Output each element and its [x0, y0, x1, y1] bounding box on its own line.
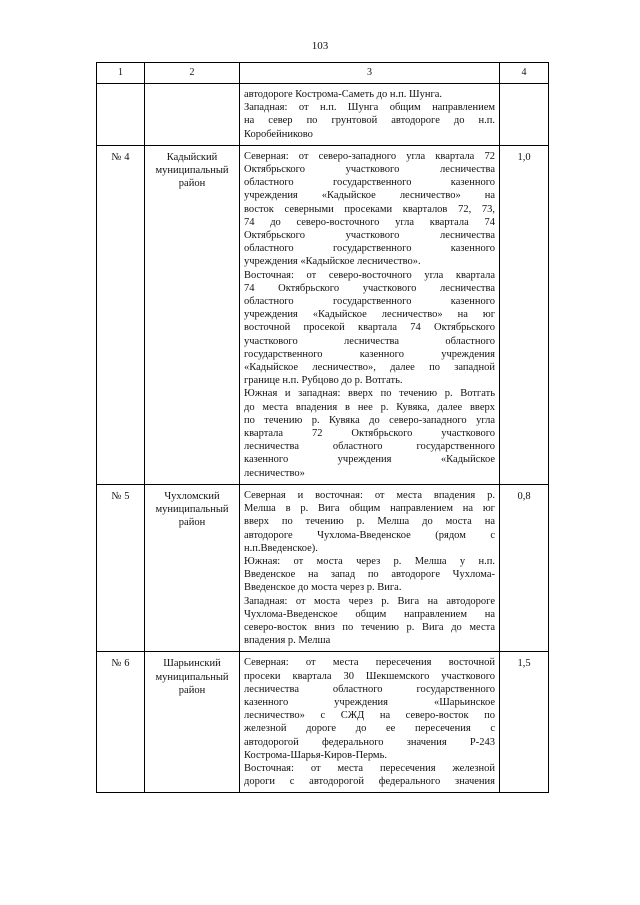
- district-name: [145, 84, 240, 146]
- description-line: 74 до северо-восточного угла квартала 74: [244, 216, 495, 228]
- district-name-line: муниципальный: [155, 671, 229, 683]
- district-name-line: Чухломский: [164, 490, 220, 502]
- description-line: по течению р. Кувяка до северо-западного угла: [244, 414, 495, 426]
- header-col-4: 4: [500, 63, 549, 84]
- boundary-description: [240, 652, 500, 793]
- table-row: [97, 84, 549, 146]
- description-line: Северная: от северо-западного угла квартала 72: [244, 150, 495, 162]
- district-name-line: муниципальный: [155, 504, 229, 516]
- district-name-line: район: [178, 684, 206, 696]
- area-value: 1,0: [500, 145, 549, 484]
- description-line: Введенское до моста через р. Вига.: [244, 582, 402, 594]
- description-line: Западная: от н.п. Шунга общим направлением: [244, 102, 495, 114]
- row-number: № 6: [97, 652, 145, 793]
- district-name-line: муниципальный: [155, 165, 229, 177]
- area-value: 0,8: [500, 484, 549, 651]
- description-line: областного государственного казенного: [244, 296, 495, 308]
- document-table: [96, 62, 549, 793]
- district-name-line: Кадыйский: [166, 151, 218, 163]
- description-line: Южная и западная: вверх по течению р. Вотгать: [244, 388, 495, 400]
- description-line: Кострома-Шарья-Киров-Пермь.: [244, 749, 387, 761]
- description-line: Мелша в р. Вига общим направлением на юг: [244, 503, 495, 515]
- description-line: «Кадыйское лесничество», далее по западной: [244, 362, 495, 374]
- description-line: Октябрьского участкового лесничества: [244, 164, 495, 176]
- description-line: лесничества областного государственного: [244, 441, 495, 453]
- description-line: восточной просекой квартала 74 Октябрьского: [244, 322, 495, 334]
- row-number: № 4: [97, 145, 145, 484]
- description-line: Северная и восточная: от места впадения р.: [244, 489, 495, 501]
- boundary-description: [240, 484, 500, 651]
- description-line: автодорогой федерального значения Р-243: [244, 736, 495, 748]
- row-number: № 5: [97, 484, 145, 651]
- description-line: лесничество» с СЖД на северо-восток по: [244, 710, 495, 722]
- district-name-line: Шарьинский: [163, 658, 221, 670]
- description-line: Западная: от моста через р. Вига на автодороге: [244, 595, 495, 607]
- description-line: лесничество»: [244, 467, 305, 479]
- description-line: впадения р. Мелша: [244, 635, 331, 647]
- district-name-line: район: [178, 517, 206, 529]
- description-line: 74 Октябрьского участкового лесничества: [244, 282, 495, 294]
- description-line: казенного учреждения «Кадыйское: [244, 454, 495, 466]
- description-line: северо-восток вниз по течению р. Вига до места: [244, 621, 495, 633]
- boundary-description: [240, 145, 500, 484]
- description-line: учреждения «Кадыйское лесничество» на юг: [244, 309, 495, 321]
- description-line: Коробейниково: [244, 128, 313, 140]
- description-line: лесничества областного государственного: [244, 683, 495, 695]
- table-row: [97, 484, 549, 651]
- description-line: автодороге Чухлома-Введенское (рядом с: [244, 529, 495, 541]
- description-line: на север по грунтовой автодороге до н.п.: [244, 115, 495, 127]
- description-line: Октябрьского участкового лесничества: [244, 230, 495, 242]
- description-line: вверх по течению р. Мелша до моста на: [244, 516, 495, 528]
- table-row: [97, 145, 549, 484]
- area-value: 1,5: [500, 652, 549, 793]
- description-line: до места впадения в нее р. Кувяка, далее вверх: [244, 401, 495, 413]
- description-line: казенного учреждения «Шарьинское: [244, 696, 495, 708]
- description-line: участкового лесничества областного: [244, 335, 495, 347]
- description-line: автодороге Кострома-Саметь до н.п. Шунга.: [244, 89, 443, 100]
- description-line: учреждения «Кадыйское лесничество».: [244, 256, 421, 268]
- area-value: [500, 84, 549, 146]
- description-line: учреждения «Кадыйское лесничество» на: [244, 190, 495, 202]
- description-line: Чухлома-Введенское общим направлением на: [244, 608, 495, 620]
- description-line: восток северными просеками кварталов 72, 73,: [244, 203, 495, 215]
- description-line: Восточная: от северо-восточного угла квартала: [244, 269, 495, 281]
- page-number: 103: [311, 40, 329, 52]
- description-line: государственного казенного учреждения: [244, 348, 495, 360]
- description-line: границе н.п. Рубцово до р. Вотгать.: [244, 375, 403, 387]
- description-line: областного государственного казенного: [244, 177, 495, 189]
- description-line: железной дороге до ее пересечения с: [244, 723, 495, 735]
- district-name-line: район: [178, 178, 206, 190]
- table-row: [97, 652, 549, 793]
- boundary-description: [240, 84, 500, 146]
- district-name: [145, 652, 240, 793]
- description-line: просеки квартала 30 Шекшемского участкового: [244, 670, 495, 682]
- district-name: [145, 145, 240, 484]
- description-line: Северная: от места пересечения восточной: [244, 657, 495, 669]
- description-line: дороги с автодорогой федерального значения: [244, 776, 495, 788]
- header-col-2: 2: [145, 63, 240, 84]
- description-line: н.п.Введенское).: [244, 542, 318, 554]
- description-line: Введенское на запад по автодороге Чухлома-: [244, 569, 495, 581]
- description-line: квартала 72 Октябрьского участкового: [244, 428, 495, 440]
- district-name: [145, 484, 240, 651]
- table-header-row: [97, 63, 549, 84]
- description-line: Южная: от моста через р. Мелша у н.п.: [244, 555, 495, 567]
- description-line: областного государственного казенного: [244, 243, 495, 255]
- row-number: [97, 84, 145, 146]
- description-line: Восточная: от места пересечения железной: [244, 762, 495, 774]
- header-col-3: 3: [240, 63, 500, 84]
- header-col-1: 1: [97, 63, 145, 84]
